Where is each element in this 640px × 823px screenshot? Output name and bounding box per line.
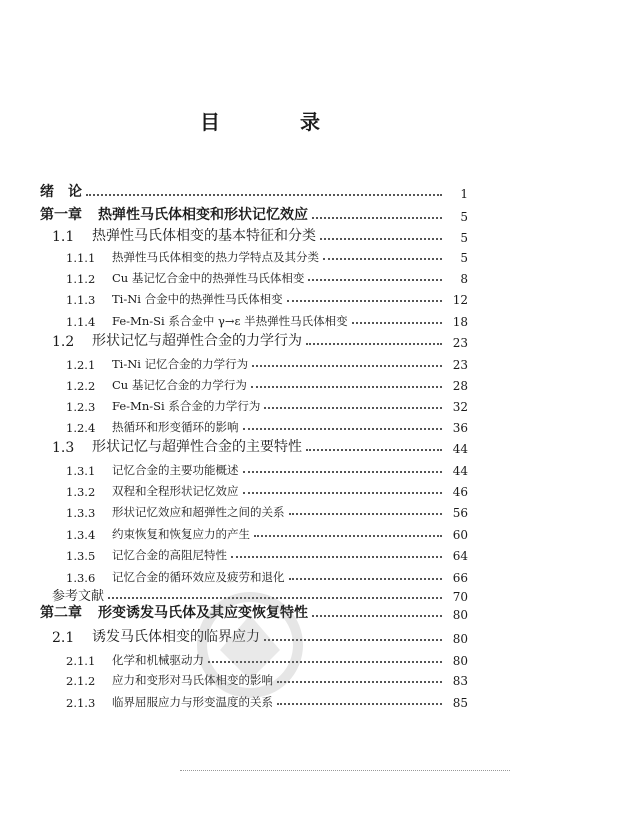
toc-entry-title: Cu 基记忆合金的力学行为 xyxy=(112,378,247,392)
toc-entry-number: 1.2 xyxy=(52,334,75,350)
toc-entry-number: 1.3.4 xyxy=(66,528,96,542)
toc-entry[interactable] xyxy=(66,500,468,520)
dot-leader xyxy=(323,258,442,260)
toc-entry-number: 1.1.4 xyxy=(66,315,96,329)
toc-entry-title: 热循环和形变循环的影响 xyxy=(112,420,239,434)
toc-entry[interactable] xyxy=(52,225,468,245)
toc-entry[interactable] xyxy=(52,436,468,456)
toc-entry-title: 热弹性马氏体相变的基本特征和分类 xyxy=(92,228,316,244)
toc-entry-title: 化学和机械驱动力 xyxy=(112,653,204,667)
dot-leader xyxy=(251,386,442,388)
toc-entry-page: 85 xyxy=(452,696,468,710)
toc-entry-title: Fe-Mn-Si 系合金的力学行为 xyxy=(112,399,261,413)
toc-entry-number: 1.3.5 xyxy=(66,549,96,563)
dot-leader xyxy=(308,279,442,281)
toc-entry-page: 80 xyxy=(452,632,468,646)
toc-entry-number: 2.1.1 xyxy=(66,654,96,668)
toc-entry[interactable] xyxy=(52,330,468,350)
toc-entry-number: 2.1.3 xyxy=(66,696,96,710)
toc-entry-page: 83 xyxy=(452,674,468,688)
toc-entry-page: 46 xyxy=(452,485,468,499)
toc-entry-number: 1.1.1 xyxy=(66,251,96,265)
toc-entry-title: 双程和全程形状记忆效应 xyxy=(112,484,239,498)
toc-entry-title: 诱发马氏体相变的临界应力 xyxy=(92,629,260,645)
toc-entry-page: 36 xyxy=(452,421,468,435)
toc-entry-title: 记忆合金的主要功能概述 xyxy=(112,463,239,477)
toc-entry[interactable] xyxy=(66,458,468,478)
toc-entry-page: 23 xyxy=(452,336,468,350)
toc-entry-number: 1.1.3 xyxy=(66,293,96,307)
toc-entry-page: 32 xyxy=(452,400,468,414)
toc-entry-title: Ti-Ni 合金中的热弹性马氏体相变 xyxy=(112,292,283,306)
toc-entry-number: 第二章 xyxy=(40,605,82,621)
toc-entry-title: 约束恢复和恢复应力的产生 xyxy=(112,527,250,541)
toc-entry[interactable] xyxy=(40,181,468,201)
toc-entry-title: 形状记忆效应和超弹性之间的关系 xyxy=(112,505,285,519)
dot-leader xyxy=(312,615,442,617)
dot-leader xyxy=(320,238,442,240)
toc-entry-number: 1.3.6 xyxy=(66,571,96,585)
toc-entry-number: 1.3.2 xyxy=(66,485,96,499)
toc-entry-title: Cu 基记忆合金中的热弹性马氏体相变 xyxy=(112,271,305,285)
dot-leader xyxy=(243,428,443,430)
dot-leader xyxy=(287,300,442,302)
dot-leader xyxy=(243,492,443,494)
toc-entry-title: 临界屈服应力与形变温度的关系 xyxy=(112,695,273,709)
toc-entry-title: Fe-Mn-Si 系合金中 γ→ε 半热弹性马氏体相变 xyxy=(112,314,348,328)
toc-entry-title: 热弹性马氏体相变和形状记忆效应 xyxy=(98,207,308,223)
toc-entry[interactable] xyxy=(40,204,468,224)
toc-entry-page: 44 xyxy=(452,442,468,456)
toc-entry-number: 1.2.3 xyxy=(66,400,96,414)
dot-leader xyxy=(289,513,443,515)
toc-entry[interactable] xyxy=(66,543,468,563)
toc-entry-title: 形状记忆与超弹性合金的力学行为 xyxy=(92,333,302,349)
toc-entry-title: 热弹性马氏体相变的热力学特点及其分类 xyxy=(112,250,319,264)
toc-entry-page: 1 xyxy=(460,187,468,201)
toc-entry-page: 66 xyxy=(452,571,468,585)
toc-entry-number: 2.1 xyxy=(52,630,75,646)
toc-entry-page: 64 xyxy=(452,549,468,563)
toc-entry-title: 应力和变形对马氏体相变的影响 xyxy=(112,673,273,687)
dot-leader xyxy=(306,343,442,345)
dot-leader xyxy=(277,703,442,705)
toc-entry-number: 1.2.2 xyxy=(66,379,96,393)
toc-entry-page: 12 xyxy=(452,293,468,307)
dot-leader xyxy=(252,365,442,367)
toc-entry-title: Ti-Ni 记忆合金的力学行为 xyxy=(112,357,249,371)
dot-leader xyxy=(231,556,442,558)
toc-entry-page: 44 xyxy=(452,464,468,478)
dot-leader xyxy=(243,471,443,473)
toc-entry-number: 第一章 xyxy=(40,207,82,223)
toc-entry-page: 5 xyxy=(460,210,468,224)
toc-entry[interactable] xyxy=(66,245,468,265)
toc-entry-page: 80 xyxy=(452,608,468,622)
toc-entry-title: 记忆合金的高阻尼特性 xyxy=(112,548,227,562)
toc-entry-page: 70 xyxy=(452,590,468,604)
dot-leader xyxy=(352,322,442,324)
dot-leader xyxy=(86,194,442,196)
toc-entry[interactable] xyxy=(66,309,468,329)
toc-entry[interactable] xyxy=(66,565,468,585)
toc-entry-page: 18 xyxy=(452,315,468,329)
toc-entry-number: 1.3.1 xyxy=(66,464,96,478)
toc-entry-page: 23 xyxy=(452,358,468,372)
toc-entry-title: 形变诱发马氏体及其应变恢复特性 xyxy=(98,605,308,621)
toc-entry-number: 1.3.3 xyxy=(66,506,96,520)
dot-leader xyxy=(312,217,442,219)
toc-entry[interactable] xyxy=(66,373,468,393)
toc-entry-number: 1.1.2 xyxy=(66,272,96,286)
toc-entry[interactable] xyxy=(66,415,468,435)
toc-entry[interactable] xyxy=(66,287,468,307)
toc-entry-number: 1.1 xyxy=(52,229,75,245)
toc-entry-number: 绪 论 xyxy=(40,184,82,200)
toc-entry-page: 60 xyxy=(452,528,468,542)
toc-entry-number: 1.3 xyxy=(52,440,75,456)
toc-entry-page: 80 xyxy=(452,654,468,668)
toc-entry-page: 5 xyxy=(460,231,468,245)
watermark-icon xyxy=(190,590,310,700)
dot-leader xyxy=(306,449,442,451)
dot-leader xyxy=(254,535,442,537)
dot-leader xyxy=(264,407,442,409)
page-title: 目 录 xyxy=(200,110,350,134)
toc-entry-number: 1.2.4 xyxy=(66,421,96,435)
toc-entry-number: 2.1.2 xyxy=(66,674,96,688)
toc-entry[interactable] xyxy=(66,479,468,499)
toc-entry-number: 1.2.1 xyxy=(66,358,96,372)
toc-entry-title: 形状记忆与超弹性合金的主要特性 xyxy=(92,439,302,455)
dot-leader xyxy=(289,578,443,580)
toc-entry[interactable] xyxy=(66,522,468,542)
scan-artifact-line xyxy=(180,770,510,773)
toc-entry-page: 28 xyxy=(452,379,468,393)
toc-entry[interactable] xyxy=(66,394,468,414)
toc-entry[interactable] xyxy=(66,266,468,286)
toc-entry[interactable] xyxy=(66,352,468,372)
toc-entry-number: 参考文献 xyxy=(52,589,105,604)
toc-entry-page: 8 xyxy=(460,272,468,286)
toc-entry-title: 记忆合金的循环效应及疲劳和退化 xyxy=(112,570,285,584)
toc-entry-page: 5 xyxy=(460,251,468,265)
toc-entry-page: 56 xyxy=(452,506,468,520)
